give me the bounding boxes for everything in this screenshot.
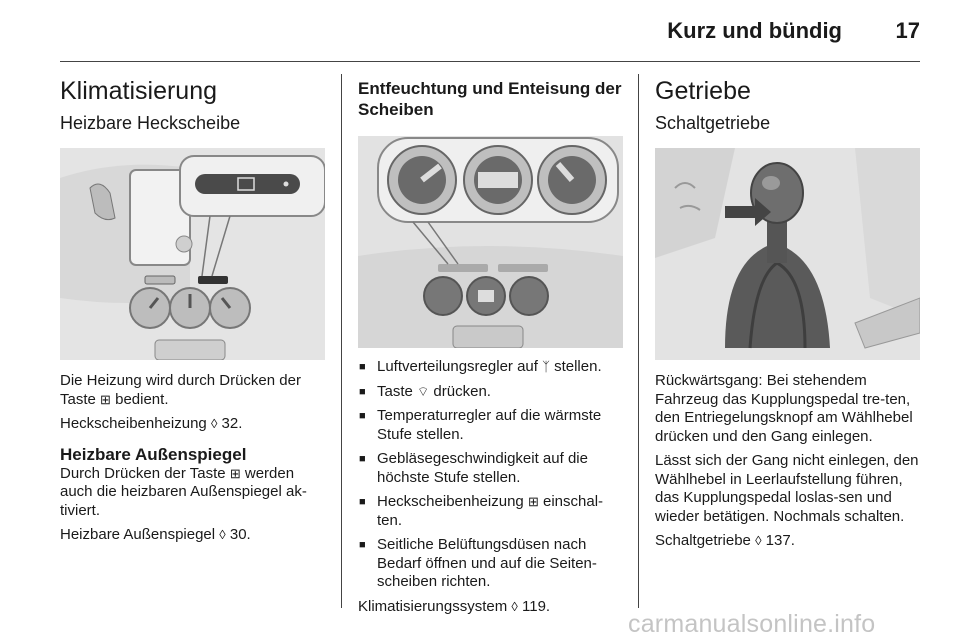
defrost-steps-list (358, 358, 623, 592)
figure-gear-lever (655, 148, 920, 360)
subheading-manual-transmission: Schaltgetriebe (655, 113, 771, 133)
subheading-rear-window-heating: Heizbare Heckscheibe (60, 113, 241, 133)
column-transmission (655, 62, 920, 551)
page-header (60, 0, 920, 62)
air-distribution-icon: ᛉ (542, 359, 550, 374)
list-item: ■ Taste ⌔ drücken. (358, 383, 623, 402)
subheading-heated-mirrors: Heizbare Außenspiegel (60, 444, 247, 464)
page-number: 17 (895, 18, 920, 43)
list-item: ■ Gebläsegeschwindigkeit auf die höchste Stufe stellen. (358, 450, 623, 487)
watermark: carmanualsonline.info (628, 610, 876, 638)
reference-heated-mirrors: Heizbare Außenspiegel ◊ 30. (60, 526, 251, 543)
list-item: ■ Heckscheibenheizung ⊞ einschal-ten. (358, 493, 623, 530)
paragraph-heating-usage: Die Heizung wird durch Drücken der Taste ⊞ bedient. (60, 372, 301, 408)
windscreen-defrost-icon: ⌔ (417, 383, 430, 399)
paragraph-gear-not-engaging: Lässt sich der Gang nicht einlegen, den Wählhebel in Leerlaufstellung führen, das Kupplungspedal loslas-sen und wieder betätigen. Nochmals schalten. (655, 452, 919, 525)
reference-manual-transmission: Schaltgetriebe ◊ 137. (655, 532, 795, 549)
rear-window-heating-icon: ⊞ (100, 391, 111, 407)
list-item: ■ Luftverteilungsregler auf ᛉ stellen. (358, 358, 623, 377)
column-divider-2 (638, 74, 639, 608)
list-item: ■ Seitliche Belüftungsdüsen nach Bedarf öffnen und auf die Seiten-scheiben richten. (358, 536, 623, 592)
rear-window-heating-icon: ⊞ (229, 465, 241, 481)
heading-defrost: Entfeuchtung und Enteisung der Scheiben (358, 79, 622, 119)
page-reference-icon: ◊ (210, 416, 218, 431)
list-item: ■ Temperaturregler auf die wärmste Stufe stellen. (358, 407, 623, 444)
column-defrost (358, 62, 623, 616)
reference-climate-system: Klimatisierungssystem ◊ 119. (358, 597, 551, 615)
column-climate (60, 62, 325, 545)
figure-rear-window-button (60, 148, 325, 360)
page-reference-icon: ◊ (219, 527, 226, 542)
reference-rear-window-heating: Heckscheibenheizung ◊ 32. (60, 415, 243, 432)
paragraph-reverse-gear: Rückwärtsgang: Bei stehendem Fahrzeug das Kupplungspedal tre-ten, den Entriegelungsknopf am Wählhebel drücken und den Gang einlegen. (655, 372, 913, 445)
section-title: Kurz und bündig (667, 18, 842, 43)
heading-klimatisierung: Klimatisierung (60, 77, 218, 105)
column-divider-1 (341, 74, 342, 608)
heading-getriebe: Getriebe (655, 77, 751, 105)
page-reference-icon: ◊ (511, 598, 518, 614)
figure-climate-controls (358, 136, 623, 348)
page-reference-icon: ◊ (755, 533, 762, 548)
rear-window-heating-icon: ⊞ (527, 494, 539, 509)
paragraph-heated-mirrors: Durch Drücken der Taste ⊞ werden auch die heizbaren Außenspiegel ak-tiviert. (60, 464, 307, 519)
